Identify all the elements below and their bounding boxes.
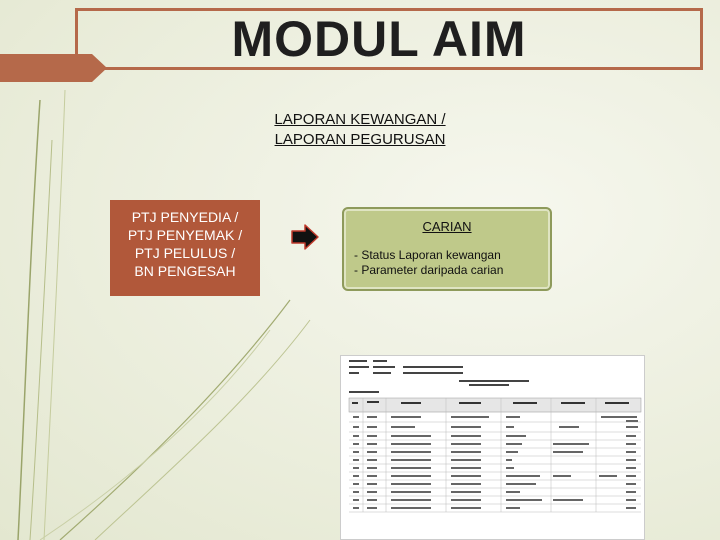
- report-screenshot-thumbnail: [340, 355, 645, 540]
- title-accent-flag: [0, 54, 107, 82]
- right-arrow-icon: [290, 222, 320, 252]
- carian-item: - Parameter daripada carian: [354, 263, 504, 277]
- ptj-line: PTJ PELULUS /: [134, 245, 236, 261]
- ptj-line: PTJ PENYEDIA /: [131, 209, 239, 225]
- ptj-roles-box: [110, 200, 260, 296]
- page-title: MODUL AIM: [231, 11, 527, 67]
- report-title-line-1: LAPORAN KEWANGAN /: [274, 111, 446, 128]
- ptj-line: PTJ PENYEMAK /: [127, 227, 243, 243]
- report-title-line-2: LAPORAN PEGURUSAN: [274, 131, 446, 148]
- report-table-image: [341, 356, 645, 540]
- carian-title: CARIAN: [422, 219, 472, 234]
- ptj-line: BN PENGESAH: [134, 263, 236, 279]
- carian-box: [342, 207, 552, 291]
- carian-item: - Status Laporan kewangan: [354, 248, 501, 262]
- title-frame: [75, 8, 703, 70]
- report-title: [190, 110, 530, 150]
